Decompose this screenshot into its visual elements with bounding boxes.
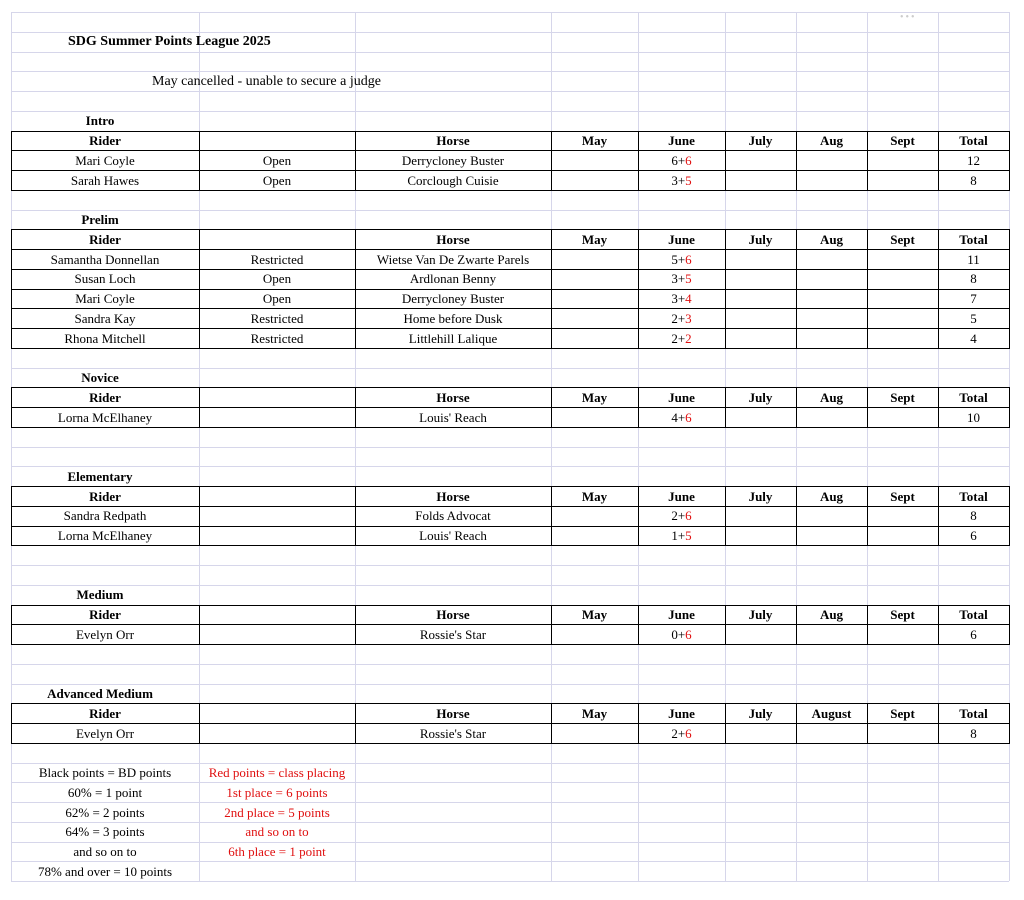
table-cell-horse: Rossie's Star bbox=[419, 626, 487, 642]
june-points bbox=[638, 724, 725, 743]
table-border bbox=[11, 605, 1010, 606]
column-header: May bbox=[581, 389, 608, 405]
column-header: Total bbox=[959, 607, 988, 622]
placing-points: 6 bbox=[685, 251, 692, 267]
column-header: Horse bbox=[436, 705, 470, 721]
bd-points: 2+ bbox=[671, 310, 686, 326]
june-points bbox=[638, 506, 725, 525]
column-header: May bbox=[581, 231, 608, 247]
table-border bbox=[11, 703, 12, 744]
column-header: Total bbox=[959, 133, 988, 148]
table-border bbox=[796, 131, 797, 191]
gridline-horizontal bbox=[11, 881, 1009, 882]
gridline-horizontal bbox=[11, 664, 1009, 665]
legend-bd-points: 62% = 2 points bbox=[65, 804, 145, 820]
column-header: May bbox=[581, 133, 608, 148]
bd-points: 3+ bbox=[671, 271, 686, 287]
table-border bbox=[638, 605, 639, 646]
table-border bbox=[551, 703, 552, 744]
gridline-horizontal bbox=[11, 91, 1009, 92]
column-header: Rider bbox=[89, 705, 121, 721]
table-border bbox=[725, 486, 726, 546]
column-header: Total bbox=[959, 705, 988, 721]
placing-points: 4 bbox=[685, 291, 692, 306]
table-cell-rider: Sandra Kay bbox=[74, 310, 136, 326]
table-border bbox=[199, 605, 200, 646]
table-border bbox=[638, 486, 639, 546]
table-cell-total: 12 bbox=[967, 152, 980, 168]
column-header: Rider bbox=[89, 133, 121, 148]
table-border bbox=[1009, 229, 1010, 349]
column-header: July bbox=[748, 389, 773, 405]
table-border bbox=[725, 703, 726, 744]
column-header: Rider bbox=[89, 231, 121, 247]
column-header: Aug bbox=[819, 389, 844, 405]
table-cell-total: 10 bbox=[967, 409, 980, 425]
column-header: Aug bbox=[819, 607, 844, 622]
column-header: Aug bbox=[819, 133, 844, 148]
june-points bbox=[638, 269, 725, 288]
placing-points: 3 bbox=[685, 310, 692, 326]
column-header: June bbox=[668, 488, 695, 504]
table-cell-horse: Folds Advocat bbox=[415, 508, 491, 524]
table-border bbox=[796, 486, 797, 546]
table-cell-horse: Home before Dusk bbox=[403, 310, 503, 326]
table-cell-total: 8 bbox=[970, 508, 977, 524]
bd-points: 2+ bbox=[671, 508, 686, 524]
column-header: Sept bbox=[890, 389, 915, 405]
table-border bbox=[11, 229, 1010, 230]
column-header: June bbox=[668, 607, 695, 622]
table-border bbox=[355, 387, 356, 428]
cancellation-note: May cancelled - unable to secure a judge bbox=[152, 73, 381, 89]
table-border bbox=[11, 387, 1010, 388]
legend-bd-points: 60% = 1 point bbox=[67, 784, 143, 800]
table-cell-horse: Rossie's Star bbox=[419, 725, 487, 741]
table-cell-class: Open bbox=[262, 271, 292, 287]
bd-points: 4+ bbox=[671, 409, 686, 425]
table-cell-rider: Sandra Redpath bbox=[63, 508, 147, 524]
table-border bbox=[199, 703, 200, 744]
gridline-horizontal bbox=[11, 447, 1009, 448]
bd-points: 3+ bbox=[671, 291, 686, 306]
column-header: July bbox=[748, 607, 773, 622]
table-cell-total: 6 bbox=[970, 528, 977, 543]
table-border bbox=[725, 605, 726, 646]
table-border bbox=[867, 229, 868, 349]
table-border bbox=[796, 703, 797, 744]
table-cell-rider: Evelyn Orr bbox=[75, 626, 135, 642]
column-header: May bbox=[581, 705, 608, 721]
placing-points: 5 bbox=[685, 271, 692, 287]
table-cell-class: Restricted bbox=[250, 251, 304, 267]
column-header: Total bbox=[959, 488, 988, 504]
placing-points: 6 bbox=[685, 626, 692, 642]
column-header: July bbox=[748, 231, 773, 247]
table-border bbox=[551, 229, 552, 349]
bd-points: 2+ bbox=[671, 725, 686, 741]
table-cell-total: 7 bbox=[970, 291, 977, 306]
column-header: July bbox=[748, 488, 773, 504]
placing-points: 5 bbox=[685, 528, 692, 543]
bd-points: 2+ bbox=[671, 330, 686, 346]
legend-bd-points: Black points = BD points bbox=[38, 765, 172, 780]
table-cell-rider: Mari Coyle bbox=[75, 152, 135, 168]
table-cell-rider: Mari Coyle bbox=[75, 291, 135, 306]
june-points bbox=[638, 151, 725, 170]
table-border bbox=[11, 545, 1010, 546]
table-border bbox=[11, 289, 1010, 290]
legend-class-placing: and so on to bbox=[245, 824, 309, 840]
table-cell-horse: Wietse Van De Zwarte Parels bbox=[376, 251, 530, 267]
table-border bbox=[11, 249, 1010, 250]
column-header: Aug bbox=[819, 488, 844, 504]
table-cell-rider: Susan Loch bbox=[74, 271, 136, 287]
table-border bbox=[11, 190, 1010, 191]
table-cell-class: Open bbox=[262, 291, 292, 306]
table-border bbox=[355, 703, 356, 744]
column-header: Horse bbox=[436, 133, 470, 148]
june-points bbox=[638, 309, 725, 328]
june-points bbox=[638, 289, 725, 308]
table-border bbox=[11, 624, 1010, 625]
table-border bbox=[551, 131, 552, 191]
table-cell-class: Restricted bbox=[250, 310, 304, 326]
bd-points: 3+ bbox=[671, 172, 686, 188]
table-cell-total: 8 bbox=[970, 271, 977, 287]
column-header: Total bbox=[959, 389, 988, 405]
table-border bbox=[867, 131, 868, 191]
table-border bbox=[355, 605, 356, 646]
column-header: June bbox=[668, 133, 695, 148]
table-border bbox=[11, 703, 1010, 704]
table-cell-total: 8 bbox=[970, 172, 977, 188]
section-title: Intro bbox=[85, 113, 115, 129]
table-border bbox=[1009, 131, 1010, 191]
column-header: Sept bbox=[890, 607, 915, 622]
page-title: SDG Summer Points League 2025 bbox=[68, 34, 271, 50]
table-border bbox=[867, 703, 868, 744]
table-border bbox=[11, 229, 12, 349]
table-border bbox=[11, 348, 1010, 349]
table-border bbox=[11, 526, 1010, 527]
table-border bbox=[638, 229, 639, 349]
table-border bbox=[638, 131, 639, 191]
table-border bbox=[355, 229, 356, 349]
table-cell-horse: Littlehill Lalique bbox=[408, 330, 498, 346]
table-border bbox=[796, 229, 797, 349]
column-header: Sept bbox=[890, 705, 915, 721]
column-header: Horse bbox=[436, 607, 470, 622]
table-border bbox=[11, 743, 1010, 744]
table-cell-horse: Louis' Reach bbox=[419, 528, 487, 543]
column-header: Aug bbox=[819, 231, 844, 247]
table-cell-rider: Evelyn Orr bbox=[75, 725, 135, 741]
section-title: Medium bbox=[76, 587, 124, 603]
table-border bbox=[725, 387, 726, 428]
table-border bbox=[867, 387, 868, 428]
table-border bbox=[1009, 605, 1010, 646]
placing-points: 5 bbox=[685, 172, 692, 188]
table-border bbox=[11, 131, 1010, 132]
table-border bbox=[11, 170, 1010, 171]
column-header: June bbox=[668, 389, 695, 405]
placing-points: 6 bbox=[685, 152, 692, 168]
table-border bbox=[796, 605, 797, 646]
table-cell-total: 8 bbox=[970, 725, 977, 741]
placing-points: 6 bbox=[685, 409, 692, 425]
section-title: Elementary bbox=[67, 468, 133, 484]
table-border bbox=[796, 387, 797, 428]
table-border bbox=[199, 387, 200, 428]
gridline-horizontal bbox=[11, 12, 1009, 13]
column-header: Total bbox=[959, 231, 988, 247]
legend-bd-points: 64% = 3 points bbox=[65, 824, 145, 840]
column-header: Sept bbox=[890, 231, 915, 247]
table-cell-horse: Derrycloney Buster bbox=[401, 291, 505, 306]
legend-class-placing: 1st place = 6 points bbox=[226, 784, 328, 800]
table-border bbox=[11, 486, 1010, 487]
legend-class-placing: Red points = class placing bbox=[208, 765, 346, 780]
june-points bbox=[638, 250, 725, 269]
bd-points: 6+ bbox=[671, 152, 686, 168]
table-cell-horse: Louis' Reach bbox=[419, 409, 487, 425]
legend-class-placing: 2nd place = 5 points bbox=[224, 804, 330, 820]
table-border bbox=[938, 605, 939, 646]
table-border bbox=[867, 605, 868, 646]
table-cell-horse: Ardlonan Benny bbox=[409, 271, 497, 287]
table-border bbox=[355, 131, 356, 191]
bd-points: 1+ bbox=[671, 528, 686, 543]
table-border bbox=[1009, 703, 1010, 744]
legend-class-placing: 6th place = 1 point bbox=[228, 844, 326, 859]
table-border bbox=[11, 328, 1010, 329]
column-header: Rider bbox=[89, 488, 121, 504]
table-cell-total: 11 bbox=[967, 251, 980, 267]
section-title: Prelim bbox=[81, 212, 119, 227]
table-border bbox=[638, 703, 639, 744]
column-header: June bbox=[668, 705, 695, 721]
more-dots-icon: ••• bbox=[900, 12, 917, 23]
column-header: June bbox=[668, 231, 695, 247]
table-border bbox=[11, 644, 1010, 645]
table-border bbox=[11, 486, 12, 546]
june-points bbox=[638, 526, 725, 545]
table-border bbox=[11, 308, 1010, 309]
table-border bbox=[638, 387, 639, 428]
table-border bbox=[725, 229, 726, 349]
table-cell-horse: Corclough Cuisie bbox=[407, 172, 499, 188]
bd-points: 5+ bbox=[671, 251, 686, 267]
table-border bbox=[867, 486, 868, 546]
table-cell-rider: Rhona Mitchell bbox=[64, 330, 146, 346]
section-title: Novice bbox=[81, 370, 119, 385]
column-header: May bbox=[581, 488, 608, 504]
june-points bbox=[638, 625, 725, 644]
table-border bbox=[938, 229, 939, 349]
table-border bbox=[938, 131, 939, 191]
table-border bbox=[551, 486, 552, 546]
column-header: Horse bbox=[436, 231, 470, 247]
column-header: May bbox=[581, 607, 608, 622]
table-border bbox=[11, 407, 1010, 408]
table-border bbox=[11, 387, 12, 428]
column-header: Horse bbox=[436, 488, 470, 504]
column-header: Rider bbox=[89, 607, 121, 622]
placing-points: 2 bbox=[685, 330, 692, 346]
bd-points: 0+ bbox=[671, 626, 686, 642]
table-cell-class: Restricted bbox=[250, 330, 304, 346]
legend-bd-points: and so on to bbox=[73, 844, 137, 859]
column-header: July bbox=[748, 133, 773, 148]
june-points bbox=[638, 408, 725, 427]
table-border bbox=[11, 150, 1010, 151]
table-border bbox=[1009, 387, 1010, 428]
section-title: Advanced Medium bbox=[47, 686, 153, 701]
table-border bbox=[1009, 486, 1010, 546]
table-border bbox=[725, 131, 726, 191]
table-border bbox=[11, 131, 12, 191]
table-cell-class: Open bbox=[262, 172, 292, 188]
table-border bbox=[938, 703, 939, 744]
table-cell-rider: Lorna McElhaney bbox=[57, 528, 153, 543]
table-border bbox=[11, 269, 1010, 270]
column-header: July bbox=[748, 705, 773, 721]
table-cell-rider: Sarah Hawes bbox=[70, 172, 140, 188]
table-cell-rider: Samantha Donnellan bbox=[50, 251, 160, 267]
table-border bbox=[938, 486, 939, 546]
june-points bbox=[638, 171, 725, 190]
gridline-horizontal bbox=[11, 565, 1009, 566]
table-border bbox=[551, 387, 552, 428]
table-border bbox=[11, 427, 1010, 428]
table-border bbox=[199, 229, 200, 349]
table-border bbox=[11, 723, 1010, 724]
table-cell-rider: Lorna McElhaney bbox=[57, 409, 153, 425]
table-border bbox=[11, 506, 1010, 507]
column-header: Rider bbox=[89, 389, 121, 405]
column-header: Sept bbox=[890, 133, 915, 148]
column-header: Sept bbox=[890, 488, 915, 504]
gridline-horizontal bbox=[11, 52, 1009, 53]
table-border bbox=[938, 387, 939, 428]
table-border bbox=[199, 131, 200, 191]
placing-points: 6 bbox=[685, 508, 692, 524]
table-cell-total: 4 bbox=[970, 330, 977, 346]
placing-points: 6 bbox=[685, 725, 692, 741]
table-cell-horse: Derrycloney Buster bbox=[401, 152, 505, 168]
column-header: Horse bbox=[436, 389, 470, 405]
table-border bbox=[11, 605, 12, 646]
june-points bbox=[638, 329, 725, 348]
legend-bd-points: 78% and over = 10 points bbox=[37, 863, 173, 879]
table-border bbox=[551, 605, 552, 646]
table-border bbox=[355, 486, 356, 546]
table-cell-total: 6 bbox=[970, 626, 977, 642]
column-header: August bbox=[811, 705, 852, 721]
table-cell-total: 5 bbox=[970, 310, 977, 326]
table-border bbox=[199, 486, 200, 546]
table-cell-class: Open bbox=[262, 152, 292, 168]
